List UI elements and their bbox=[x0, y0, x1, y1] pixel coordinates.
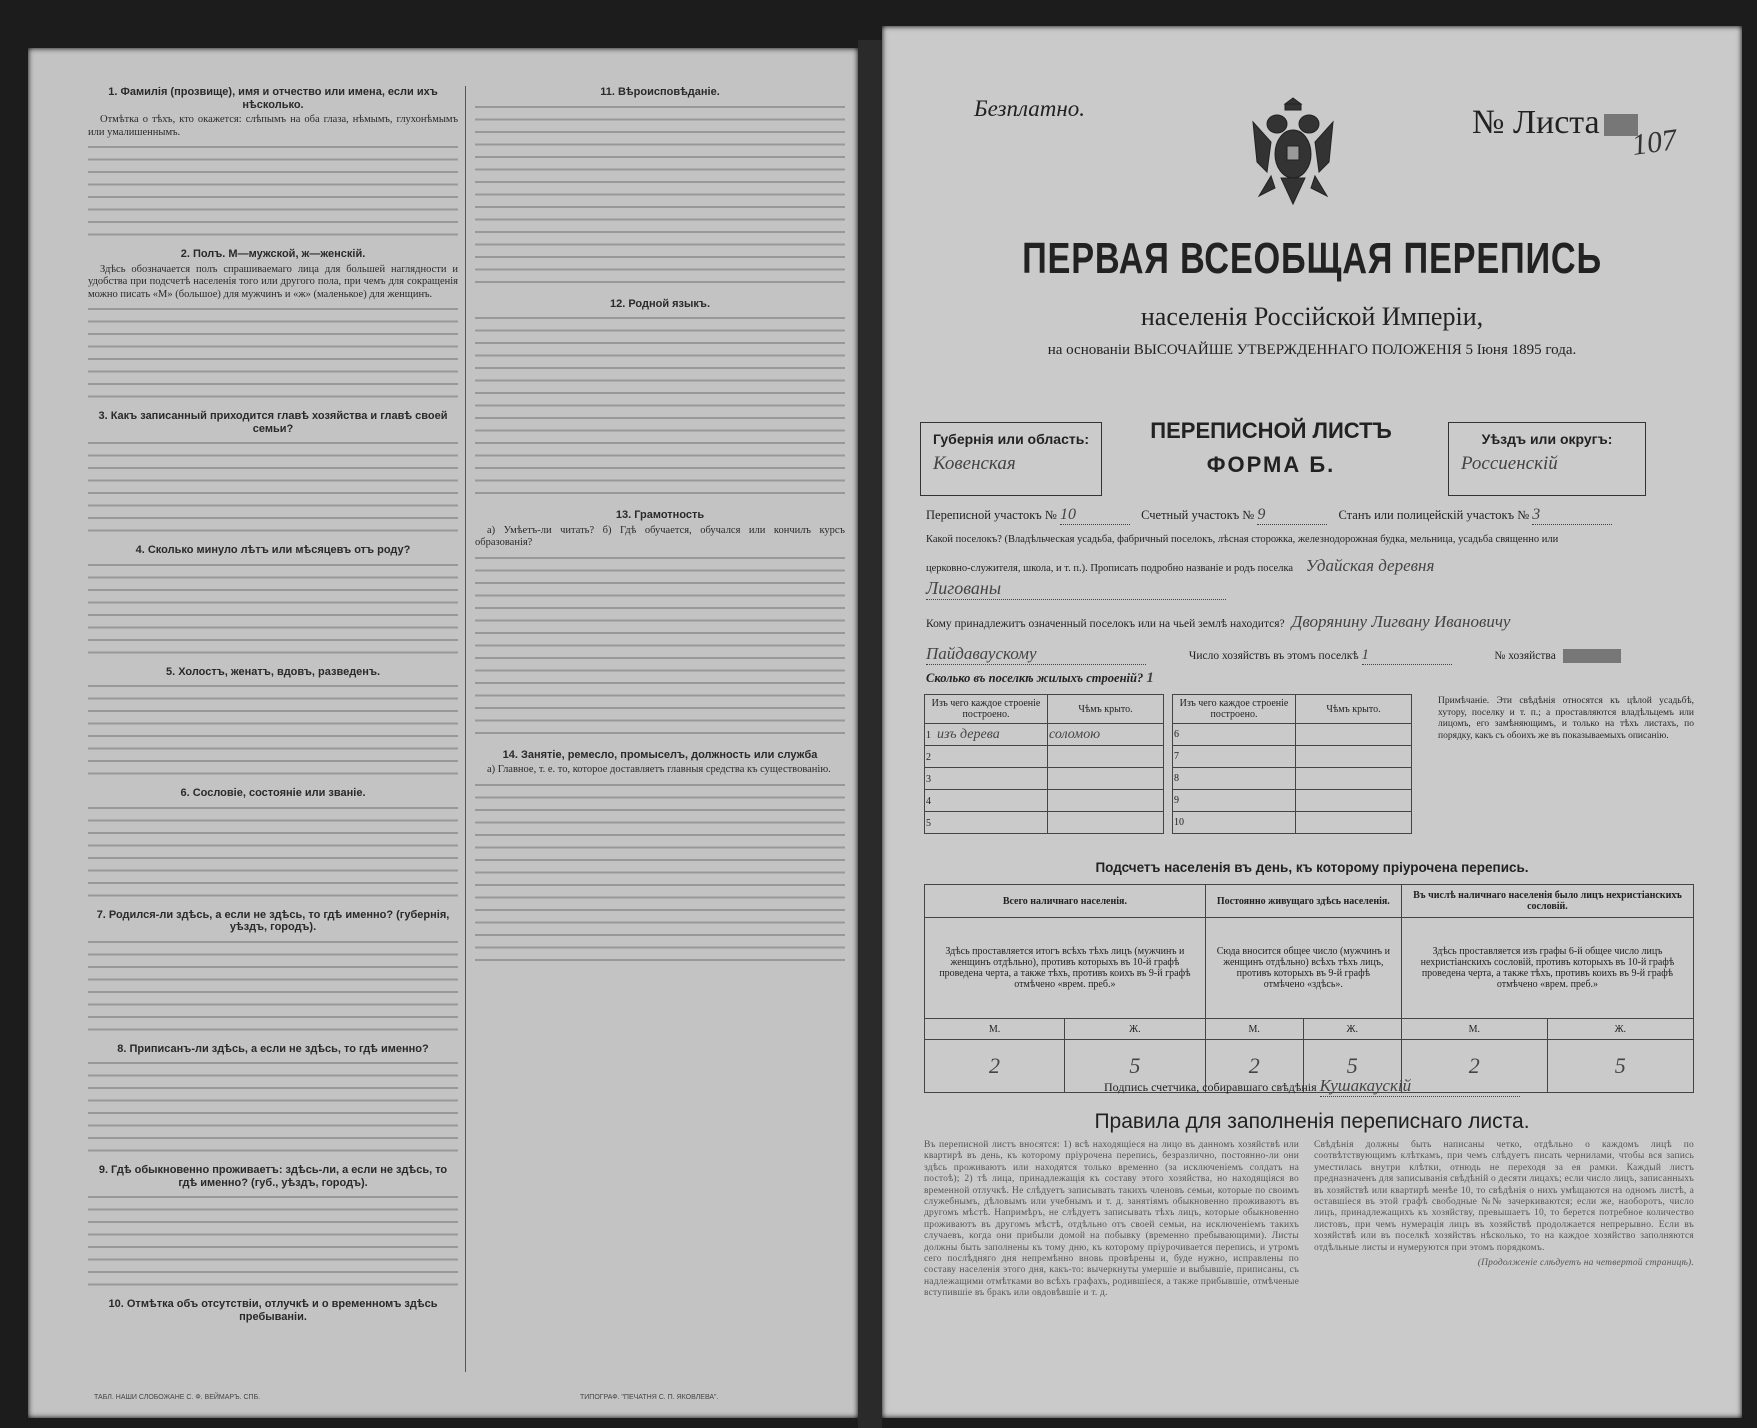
census-district-label: Переписной участокъ № bbox=[926, 508, 1057, 522]
male-count-value: 2 bbox=[925, 1040, 1065, 1093]
section-heading: 12. Родной языкъ. bbox=[609, 297, 710, 310]
building-row bbox=[925, 768, 1164, 790]
count-column-description: Здѣсь проставляется изъ графы 6-й общее число лицъ нехристіанскихъ сословій, противъ которыхъ въ 10-й графѣ проведена черта, а также тѣхъ, противъ коихъ въ 9-й графѣ отмѣчено «врем. преб.» bbox=[1401, 918, 1693, 1019]
buildings-table-left bbox=[924, 694, 1164, 834]
female-count-value: 5 bbox=[1065, 1040, 1206, 1093]
count-column-title: Всего наличнаго населенія. bbox=[925, 885, 1206, 918]
count-heading: Подсчетъ населенія въ день, къ которому пріурочена перепись. bbox=[1095, 860, 1529, 875]
buildings-col-roof-2: Чѣмъ крыто. bbox=[1296, 695, 1412, 724]
building-row bbox=[925, 812, 1164, 834]
section-text: Отмѣтка о тѣхъ, кто окажется: слѣпымъ на оба глаза, нѣмымъ, глухонѣмымъ или умалишеннымъ. bbox=[88, 114, 458, 138]
districts-line bbox=[926, 506, 1612, 525]
census-basis: на основаніи ВЫСОЧАЙШЕ УТВЕРЖДЕННАГО ПОЛОЖЕНІЯ 5 Іюня 1895 года. bbox=[1047, 342, 1577, 358]
building-row bbox=[925, 746, 1164, 768]
uezd-label: Уѣздъ или округъ: bbox=[1481, 431, 1613, 447]
guberniya-value: Ковенская bbox=[933, 453, 1016, 474]
owner-label: Кому принадлежитъ означенный поселокъ или на чьей землѣ находится? bbox=[926, 618, 1285, 630]
households-line bbox=[926, 644, 1621, 665]
building-material-value: изъ дерева bbox=[937, 726, 1000, 742]
printer-footer-left: ТАБЛ. НАШИ СЛОБОЖАНЕ С. Ф. ВЕЙМАРЪ. СПБ. bbox=[94, 1394, 261, 1401]
building-roof-value bbox=[1048, 746, 1164, 768]
buildings-line bbox=[926, 670, 1154, 687]
form-subtitle: ФОРМА Б. bbox=[1206, 452, 1336, 477]
population-count-table bbox=[924, 884, 1694, 1093]
building-material-cell bbox=[925, 746, 1048, 768]
enumerator-signature-line bbox=[1104, 1076, 1520, 1097]
section-heading: 7. Родился-ли здѣсь, а если не здѣсь, то гдѣ именно? (губернія, уѣздъ, городъ). bbox=[96, 908, 450, 933]
section-body-text bbox=[88, 304, 458, 404]
building-number: 4 bbox=[926, 795, 931, 807]
male-label: М. bbox=[1205, 1019, 1303, 1040]
section-body-text bbox=[88, 681, 458, 781]
book-spine bbox=[858, 40, 882, 1428]
left-page bbox=[28, 48, 858, 1418]
building-number: 7 bbox=[1173, 746, 1296, 768]
settlement-name-line-2 bbox=[926, 578, 1226, 600]
guberniya-box bbox=[920, 422, 1102, 496]
form-title-block bbox=[1106, 418, 1436, 478]
building-row bbox=[1173, 790, 1412, 812]
building-roof-value bbox=[1048, 768, 1164, 790]
settlement-name-value: Удайская деревня bbox=[1305, 556, 1435, 575]
list-number bbox=[1472, 104, 1638, 142]
building-number: 9 bbox=[1173, 790, 1296, 812]
female-label: Ж. bbox=[1065, 1019, 1206, 1040]
census-title: ПЕРВАЯ ВСЕОБЩАЯ ПЕРЕПИСЬ bbox=[1022, 234, 1602, 283]
section-body-text bbox=[88, 438, 458, 538]
section-heading: 8. Приписанъ-ли здѣсь, а если не здѣсь, то гдѣ именно? bbox=[117, 1042, 429, 1055]
section-heading: 6. Сословіе, состояніе или званіе. bbox=[180, 787, 366, 799]
settlement-type-label: Какой поселокъ? (Владѣльческая усадьба, фабричный поселокъ, лѣсная сторожка, железнодорожная будка, мельница, усадьба священно или bbox=[926, 534, 1559, 545]
section-body-text bbox=[88, 937, 458, 1037]
form-title: ПЕРЕПИСНОЙ ЛИСТЪ bbox=[1150, 418, 1392, 443]
count-column-title: Постоянно живущаго здѣсь населенія. bbox=[1205, 885, 1401, 918]
building-number: 6 bbox=[1173, 724, 1296, 746]
building-row bbox=[925, 790, 1164, 812]
building-roof-value bbox=[1048, 812, 1164, 834]
female-label: Ж. bbox=[1547, 1019, 1693, 1040]
counting-district-label: Счетный участокъ № bbox=[1141, 508, 1255, 522]
section-text: Здѣсь обозначается полъ спрашиваемаго лица для большей наглядности и удобства при подсчетѣ населенія того или другого пола, при чемъ для сокращенія можно писать «М» (большое) для мужчинъ и «ж» (маленькое) для женщинъ. bbox=[88, 263, 458, 300]
printer-footer-right: ТИПОГРАФ. "ПЕЧАТНЯ С. П. ЯКОВЛЕВА". bbox=[580, 1394, 719, 1401]
uezd-box bbox=[1448, 422, 1646, 496]
signature-value: Кушакаускій bbox=[1320, 1076, 1520, 1097]
building-roof-value bbox=[1296, 790, 1412, 812]
settlement-type-line bbox=[926, 534, 1558, 545]
section-heading: 14. Занятіе, ремесло, промыселъ, должность или служба bbox=[502, 748, 818, 761]
building-number: 5 bbox=[926, 817, 931, 829]
building-roof-value bbox=[1296, 746, 1412, 768]
section-heading: 11. Вѣроисповѣданіе. bbox=[600, 86, 720, 98]
section-body-text bbox=[88, 142, 458, 242]
left-column bbox=[88, 80, 458, 1326]
building-row bbox=[1173, 768, 1412, 790]
uezd-value: Россиенскій bbox=[1461, 453, 1558, 474]
section-body-text bbox=[475, 780, 845, 970]
female-count-value: 5 bbox=[1547, 1040, 1693, 1093]
buildings-note: Примѣчаніе. Эти свѣдѣнія относятся къ цѣлой усадьбѣ, хутору, поселку и т. п.; а проставляются владѣльцемъ или лицомъ, его замѣняющимъ, и только на тѣхъ листахъ, по порядку, какъ съ обоихъ же въ показываемыхъ описанію. bbox=[1438, 696, 1694, 741]
male-count-value: 2 bbox=[1401, 1040, 1547, 1093]
building-number: 8 bbox=[1173, 768, 1296, 790]
handwritten-sheet-number: 107 bbox=[1629, 123, 1680, 162]
guberniya-label: Губернія или область: bbox=[932, 431, 1090, 447]
male-count-value: 2 bbox=[1205, 1040, 1303, 1093]
building-row bbox=[1173, 812, 1412, 834]
count-column-description: Здѣсь проставляется итогъ всѣхъ тѣхъ лицъ (мужчинъ и женщинъ отдѣльно), противъ которыхъ въ 10-й графѣ проведена черта, а также тѣхъ, противъ коихъ въ 9-й графѣ отмѣчено «врем. преб.» bbox=[925, 918, 1206, 1019]
building-row bbox=[1173, 724, 1412, 746]
section-heading: 2. Полъ. М—мужской, ж—женскій. bbox=[180, 248, 366, 260]
section-body-text bbox=[88, 560, 458, 660]
count-column-description: Сюда вносится общее число (мужчинъ и женщинъ отдѣльно) всѣхъ тѣхъ лицъ, противъ которыхъ въ 9-й графѣ отмѣчено «здѣсь». bbox=[1205, 918, 1401, 1019]
building-number: 10 bbox=[1173, 812, 1296, 834]
rules-title: Правила для заполненія переписнаго листа. bbox=[1094, 1110, 1530, 1133]
settlement-name-line bbox=[926, 556, 1434, 576]
rules-continued-note: (Продолженіе слѣдуетъ на четвертой страницѣ). bbox=[1477, 1258, 1694, 1269]
section-heading: 4. Сколько минуло лѣтъ или мѣсяцевъ отъ роду? bbox=[135, 544, 411, 556]
section-text: а) Умѣетъ-ли читать? б) Гдѣ обучается, обучался или кончилъ курсъ образованія? bbox=[475, 524, 845, 548]
building-roof-value bbox=[1048, 790, 1164, 812]
building-row bbox=[925, 724, 1164, 746]
owner-value-2: Пайдаваускому bbox=[926, 644, 1146, 665]
building-material-cell bbox=[925, 812, 1048, 834]
section-heading: 9. Гдѣ обыкновенно проживаетъ: здѣсь-ли, а если не здѣсь, то гдѣ именно? (губ., уѣздъ, городъ). bbox=[98, 1164, 448, 1189]
building-roof-value: соломою bbox=[1048, 724, 1164, 746]
section-body-text bbox=[88, 1058, 458, 1158]
buildings-table-right bbox=[1172, 694, 1412, 834]
police-district-label: Станъ или полицейскій участокъ № bbox=[1338, 508, 1530, 522]
households-count-label: Число хозяйствъ въ этомъ поселкѣ bbox=[1188, 650, 1359, 662]
section-text: а) Главное, т. е. то, которое доставляетъ главныя средства къ существованію. bbox=[487, 764, 831, 775]
building-material-cell bbox=[925, 790, 1048, 812]
settlement-name-label: церковно-служителя, школа, и т. п.). Прописать подробно названіе и родъ поселка bbox=[926, 563, 1294, 574]
column-divider bbox=[465, 86, 466, 1372]
building-row bbox=[1173, 746, 1412, 768]
household-number-box bbox=[1563, 649, 1621, 663]
right-page bbox=[882, 26, 1742, 1418]
section-body-text bbox=[475, 313, 845, 503]
rules-text-right: Свѣдѣнія должны быть написаны четко, отдѣльно о каждомъ лицѣ по соотвѣтствующимъ клѣткамъ, при чемъ слѣдуетъ писать чернилами, чтобы вся запись уместилась внутри клѣтки, отнюдь не переходя за ея рамки. Каждый листъ предназначенъ для записыванія свѣдѣній о десяти лицахъ; если число лицъ, записанныхъ въ хозяйствѣ или квартирѣ менѣе 10, то свѣдѣнія о нихъ умѣщаются на одномъ листѣ, а оставшіеся въ этой графѣ свободные №№ зачеркиваются; если же, наоборотъ, число лицъ, принадлежащихъ къ хозяйству, превышаетъ 10, то берется потребное количество листовъ, при чемъ нумерація лицъ въ хозяйствѣ продолжается непрерывно. Если въ хозяйствѣ или въ поселкѣ хозяйствъ нѣсколько, то на каждое хозяйство заполняются отдѣльные листы и нумеруются при этомъ порядкомъ. (Продолженіе слѣдуетъ на четвертой страницѣ). bbox=[1314, 1140, 1694, 1269]
right-column bbox=[475, 80, 845, 973]
female-count-value: 5 bbox=[1303, 1040, 1401, 1093]
census-subtitle: населенія Россійской Имперіи, bbox=[1140, 302, 1484, 331]
counting-district-value: 9 bbox=[1257, 506, 1327, 525]
building-number: 2 bbox=[926, 751, 931, 763]
building-number: 3 bbox=[926, 773, 931, 785]
buildings-label: Сколько въ поселкѣ жилыхъ строеній? bbox=[926, 671, 1144, 685]
buildings-col-material: Изъ чего каждое строеніе построено. bbox=[925, 695, 1048, 724]
free-label: Безплатно. bbox=[974, 96, 1086, 121]
section-body-text bbox=[88, 803, 458, 903]
male-label: М. bbox=[925, 1019, 1065, 1040]
count-column-title: Въ числѣ наличнаго населенія было лицъ нехристіанскихъ сословій. bbox=[1401, 885, 1693, 918]
census-district-value: 10 bbox=[1060, 506, 1130, 525]
section-heading: 1. Фамилія (прозвище), имя и отчество или имена, если ихъ нѣсколько. bbox=[108, 86, 438, 111]
police-district-value: 3 bbox=[1532, 506, 1612, 525]
building-roof-value bbox=[1296, 768, 1412, 790]
section-heading: 5. Холостъ, женатъ, вдовъ, разведенъ. bbox=[165, 665, 381, 678]
building-material-cell bbox=[925, 724, 1048, 746]
building-number: 1 bbox=[926, 729, 931, 741]
double-headed-eagle-icon bbox=[1247, 92, 1339, 208]
section-body-text bbox=[88, 1192, 458, 1292]
buildings-col-material-2: Изъ чего каждое строеніе построено. bbox=[1173, 695, 1296, 724]
building-material-cell bbox=[925, 768, 1048, 790]
section-body-text bbox=[475, 553, 845, 743]
building-roof-value bbox=[1296, 812, 1412, 834]
buildings-value: 1 bbox=[1146, 670, 1154, 686]
signature-label: Подпись счетчика, собиравшаго свѣдѣнія bbox=[1104, 1080, 1317, 1094]
household-number-label: № хозяйства bbox=[1494, 650, 1556, 662]
section-heading: 13. Грамотность bbox=[615, 509, 705, 521]
buildings-col-roof: Чѣмъ крыто. bbox=[1048, 695, 1164, 724]
owner-line bbox=[926, 612, 1510, 632]
section-body-text bbox=[475, 102, 845, 292]
male-label: М. bbox=[1401, 1019, 1547, 1040]
settlement-name-value-2: Лигованы bbox=[926, 578, 1226, 600]
section-heading: 3. Какъ записанный приходится главѣ хозяйства и главѣ своей семьи? bbox=[98, 410, 448, 435]
list-number-label: № Листа bbox=[1472, 104, 1600, 141]
households-count-value: 1 bbox=[1362, 647, 1452, 665]
owner-value: Дворянину Лигвану Ивановичу bbox=[1291, 612, 1511, 631]
female-label: Ж. bbox=[1303, 1019, 1401, 1040]
building-roof-value bbox=[1296, 724, 1412, 746]
rules-text-left: Въ переписной листъ вносятся: 1) всѣ находящіеся на лицо въ данномъ хозяйствѣ или квартирѣ въ день, къ которому пріурочена перепись, безразлично, постоянно-ли они здѣсь проживаютъ или находятся только временно (за исключеніемъ солдатъ на постоѣ); 2) тѣ лица, принадлежащія къ составу этого хозяйства, но находящіяся во временной отлучкѣ. Не слѣдуетъ записывать такихъ членовъ семьи, которые по своимъ служебнымъ, дѣловымъ или учебнымъ и т. д. занятіямъ обыкновенно проживаютъ въ другомъ мѣстѣ. Напримѣръ, не слѣдуетъ записывать тѣхъ лицъ, которые обыкновенно проживаютъ въ другомъ мѣстѣ, отдѣльно отъ своей семьи, на исключеніемъ такихъ случаевъ, когда они прибыли домой на побывку (временно пребывающими). Листы должны быть заполнены къ тому дню, къ которому пріурочивается перепись, и утромъ сего послѣдняго дня непремѣнно вновь провѣрены и, буде нужно, исправлены по составу населенія этого дня, какъ-то: вычеркнуты умершіе и выбывшіе, приписаны, съ надлежащими отмѣтками во всѣхъ графахъ, родившіеся, а также прибывшіе, отмѣченые вступившіе въ бракъ или овдовѣвшіе и т. д. bbox=[924, 1140, 1299, 1299]
section-10-heading: 10. Отмѣтка объ отсутствіи, отлучкѣ и о временномъ здѣсь пребываніи. bbox=[108, 1298, 438, 1323]
